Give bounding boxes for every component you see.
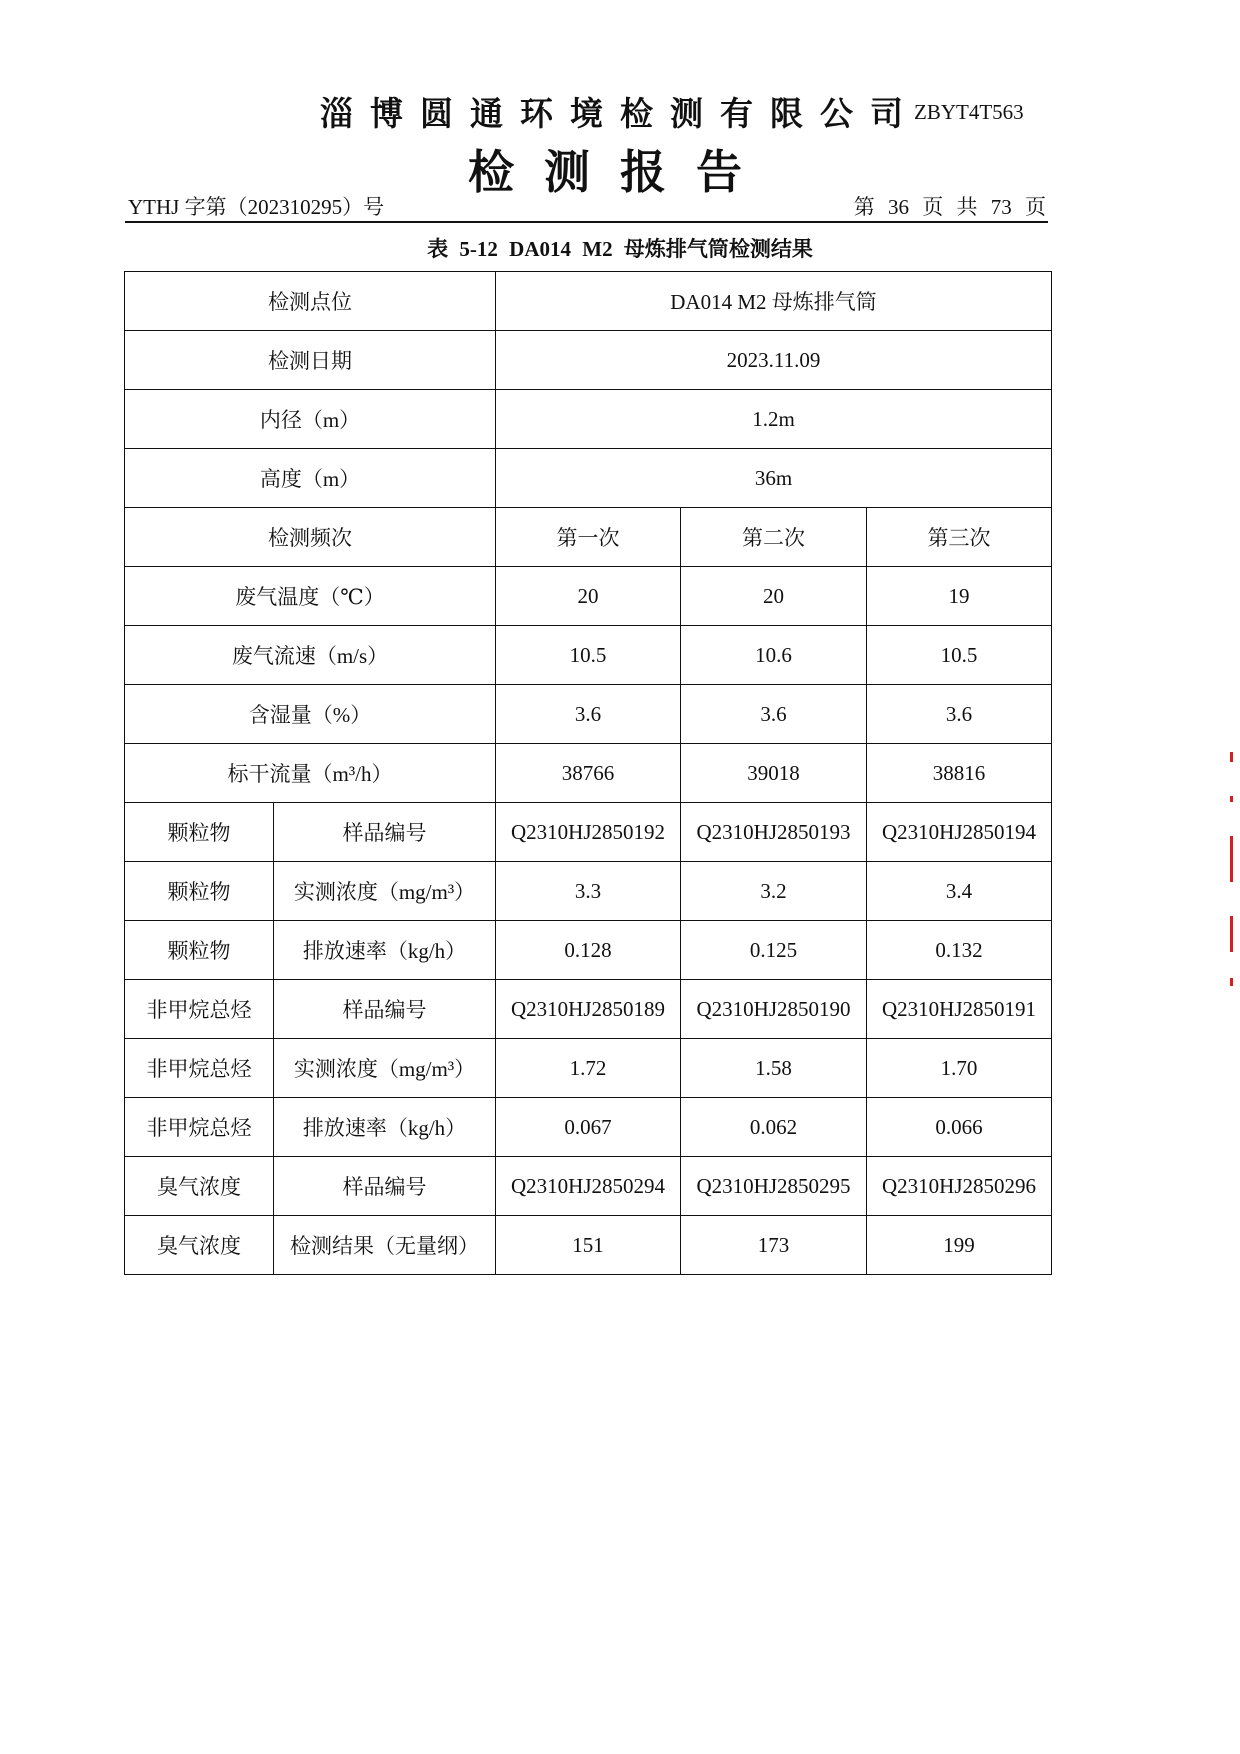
frequency-label: 检测频次 [125,508,496,567]
table-cell: 0.067 [496,1098,681,1157]
table-row [125,744,1052,803]
table-cell: Q2310HJ2850295 [681,1157,867,1216]
pollutant-name: 颗粒物 [125,921,274,980]
table-cell: 38766 [496,744,681,803]
table-cell: 3.2 [681,862,867,921]
item-name: 样品编号 [274,1157,496,1216]
diameter-label: 内径（m） [125,390,496,449]
table-cell: 151 [496,1216,681,1275]
pollutant-name: 非甲烷总烃 [125,1098,274,1157]
table-row [125,921,1052,980]
table-cell: Q2310HJ2850192 [496,803,681,862]
table-row [125,1216,1052,1275]
table-cell: Q2310HJ2850194 [867,803,1052,862]
edge-mark [1230,978,1233,986]
table-caption: 表 5-12 DA014 M2 母炼排气筒检测结果 [427,237,813,261]
table-cell: 10.5 [867,626,1052,685]
item-name: 样品编号 [274,980,496,1039]
table-cell: 1.58 [681,1039,867,1098]
table-row [125,272,1052,331]
table-row [125,862,1052,921]
date-value: 2023.11.09 [496,331,1052,390]
point-label: 检测点位 [125,272,496,331]
date-label: 检测日期 [125,331,496,390]
edge-mark [1230,836,1233,882]
table-cell: 0.066 [867,1098,1052,1157]
results-table [124,271,1052,1275]
table-cell: 0.062 [681,1098,867,1157]
pollutant-name: 非甲烷总烃 [125,980,274,1039]
table-row [125,626,1052,685]
row-label: 废气流速（m/s） [125,626,496,685]
table-cell: Q2310HJ2850193 [681,803,867,862]
page-info: 第 36 页 共 73 页 [853,195,1046,219]
table-cell: 3.6 [867,685,1052,744]
table-cell: 199 [867,1216,1052,1275]
pollutant-name: 颗粒物 [125,803,274,862]
table-cell: 3.6 [496,685,681,744]
table-cell: 0.128 [496,921,681,980]
table-cell: 39018 [681,744,867,803]
table-cell: 20 [681,567,867,626]
item-name: 样品编号 [274,803,496,862]
edge-mark [1230,752,1233,762]
table-cell: 19 [867,567,1052,626]
pollutant-name: 臭气浓度 [125,1216,274,1275]
item-name: 实测浓度（mg/m³） [274,862,496,921]
table-cell: 10.6 [681,626,867,685]
table-cell: 10.5 [496,626,681,685]
item-name: 排放速率（kg/h） [274,921,496,980]
table-cell: 20 [496,567,681,626]
edge-mark [1230,796,1233,802]
row-label: 含湿量（%） [125,685,496,744]
company-name: 淄博圆通环境检测有限公司 [320,94,920,133]
table-row [125,1098,1052,1157]
table-cell: Q2310HJ2850191 [867,980,1052,1039]
table-row [125,508,1052,567]
table-row [125,567,1052,626]
table-row [125,1039,1052,1098]
table-cell: Q2310HJ2850190 [681,980,867,1039]
table-row [125,449,1052,508]
table-cell: 3.3 [496,862,681,921]
table-cell: Q2310HJ2850189 [496,980,681,1039]
table-cell: Q2310HJ2850294 [496,1157,681,1216]
point-value: DA014 M2 母炼排气筒 [496,272,1052,331]
item-name: 排放速率（kg/h） [274,1098,496,1157]
report-title: 检测报告 [468,145,772,199]
report-subheader [125,191,1048,223]
table-cell: 3.4 [867,862,1052,921]
table-cell: 0.125 [681,921,867,980]
table-row [125,980,1052,1039]
pollutant-name: 非甲烷总烃 [125,1039,274,1098]
table-row [125,685,1052,744]
pollutant-name: 颗粒物 [125,862,274,921]
diameter-value: 1.2m [496,390,1052,449]
pollutant-name: 臭气浓度 [125,1157,274,1216]
document-code: ZBYT4T563 [914,100,1024,124]
table-row [125,390,1052,449]
table-cell: 1.72 [496,1039,681,1098]
frequency-1: 第一次 [496,508,681,567]
item-name: 检测结果（无量纲） [274,1216,496,1275]
table-row [125,331,1052,390]
table-cell: 3.6 [681,685,867,744]
height-label: 高度（m） [125,449,496,508]
report-number: YTHJ 字第（202310295）号 [128,195,385,219]
height-value: 36m [496,449,1052,508]
frequency-2: 第二次 [681,508,867,567]
table-row [125,1157,1052,1216]
row-label: 废气温度（℃） [125,567,496,626]
table-row [125,803,1052,862]
table-cell: 38816 [867,744,1052,803]
table-cell: Q2310HJ2850296 [867,1157,1052,1216]
table-cell: 0.132 [867,921,1052,980]
table-cell: 173 [681,1216,867,1275]
table-cell: 1.70 [867,1039,1052,1098]
edge-mark [1230,916,1233,952]
item-name: 实测浓度（mg/m³） [274,1039,496,1098]
row-label: 标干流量（m³/h） [125,744,496,803]
frequency-3: 第三次 [867,508,1052,567]
